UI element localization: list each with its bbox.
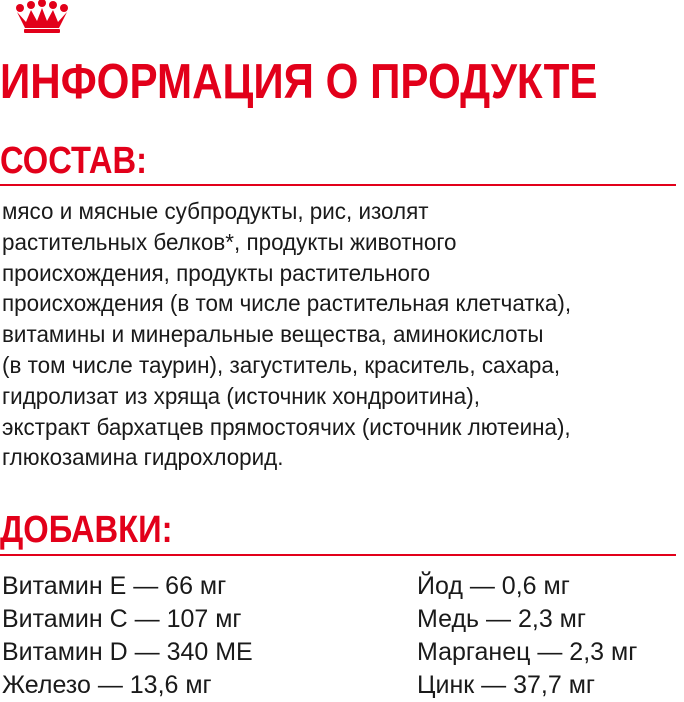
page-title: ИНФОРМАЦИЯ О ПРОДУКТЕ	[0, 55, 598, 109]
additive-item: Йод — 0,6 мг	[417, 572, 570, 600]
additive-item: Марганец — 2,3 мг	[417, 638, 638, 666]
additives-divider	[0, 554, 676, 556]
composition-line: гидролизат из хряща (источник хондроитина),	[2, 382, 480, 409]
composition-line: (в том числе таурин), загуститель, краситель, сахара,	[2, 351, 561, 378]
additive-item: Витамин C — 107 мг	[2, 605, 242, 633]
additive-item: Витамин D — 340 МЕ	[2, 638, 253, 666]
composition-line: растительных белков*, продукты животного	[2, 228, 457, 255]
additive-item: Витамин E — 66 мг	[2, 572, 227, 600]
composition-divider	[0, 184, 676, 186]
crown-icon	[14, 0, 70, 38]
composition-line: экстракт бархатцев прямостоячих (источник лютеина),	[2, 413, 571, 440]
additives-left-list	[2, 570, 253, 702]
additive-item: Цинк — 37,7 мг	[417, 671, 596, 699]
additive-item: Железо — 13,6 мг	[2, 671, 212, 699]
additives-heading: ДОБАВКИ:	[0, 509, 173, 551]
composition-heading: СОСТАВ:	[0, 140, 147, 182]
composition-line: мясо и мясные субпродукты, рис, изолят	[2, 198, 429, 224]
additive-item: Медь — 2,3 мг	[417, 605, 586, 633]
additives-right-list	[417, 570, 637, 702]
composition-line: глюкозамина гидрохлорид.	[2, 444, 284, 471]
composition-line: витамины и минеральные вещества, аминокислоты	[2, 321, 544, 348]
composition-line: происхождения, продукты растительного	[2, 259, 431, 286]
composition-text	[2, 196, 675, 473]
composition-line: происхождения (в том числе растительная клетчатка),	[2, 290, 572, 317]
